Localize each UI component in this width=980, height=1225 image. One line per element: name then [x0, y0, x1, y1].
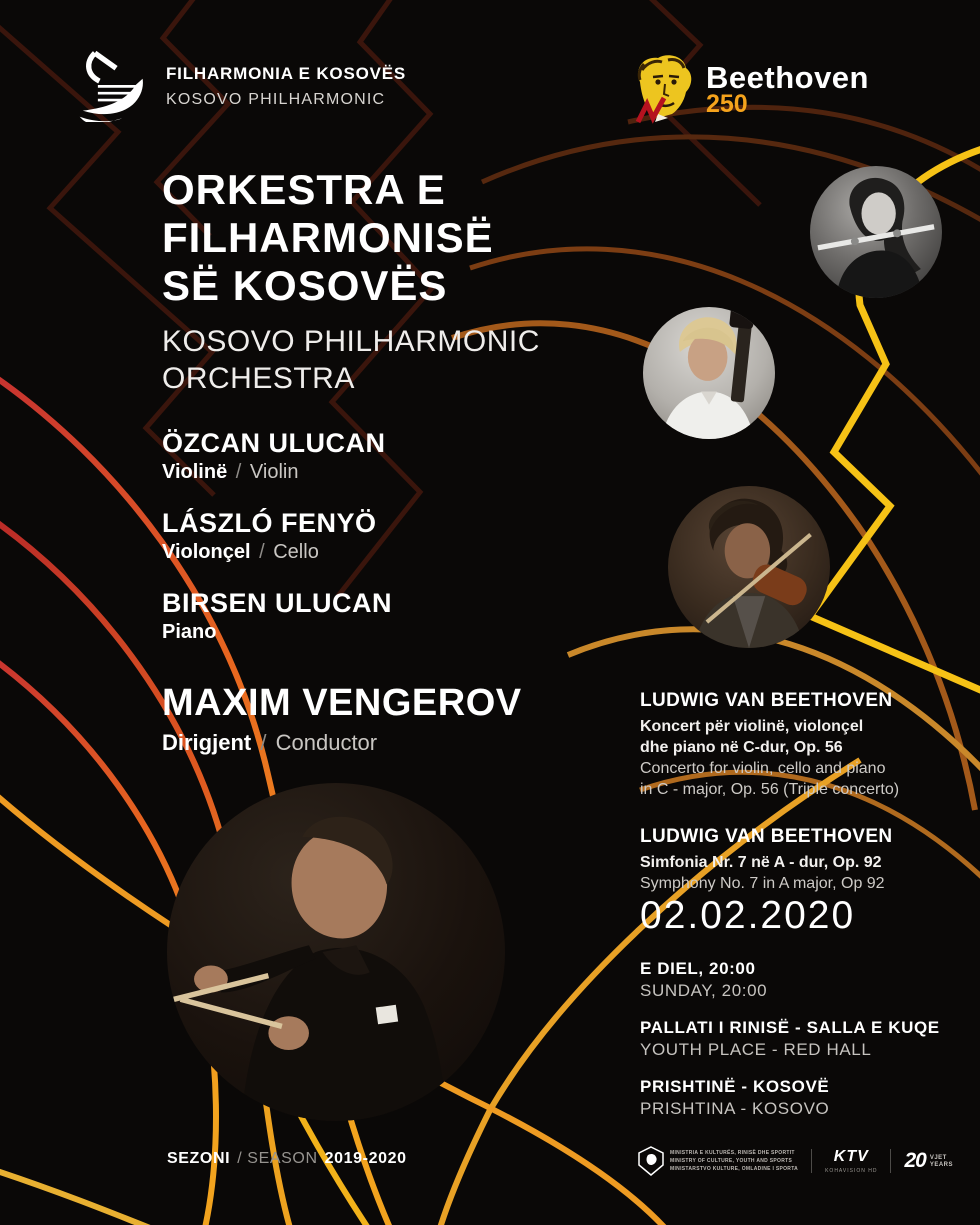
subtitle-line-1: KOSOVO PHILHARMONIC — [162, 325, 540, 358]
brand-name-en: KOSOVO PHILHARMONIC — [166, 90, 386, 108]
event-city — [640, 1076, 975, 1120]
season-sq: SEZONI — [167, 1150, 231, 1167]
anniversary-sq: VJET — [929, 1154, 947, 1161]
event-venue-sq: PALLATI I RINISË - SALLA E KUQE — [640, 1018, 940, 1037]
work-title-en: Concerto for violin, cello and piano — [640, 760, 886, 777]
composer-name: LUDWIG VAN BEETHOVEN — [640, 826, 893, 847]
performers-list — [162, 428, 522, 755]
ministry-logo — [638, 1146, 798, 1176]
program-item-symphony-7 — [640, 826, 975, 894]
performer-role-sq: Violonçel — [162, 541, 251, 563]
program-item-triple-concerto — [640, 690, 975, 800]
conductor-role-sq: Dirigjent — [162, 730, 252, 755]
event-city-en: PRISHTINA - KOSOVO — [640, 1099, 830, 1118]
photo-laszlo-fenyo — [643, 307, 775, 439]
season-sep: / SEASON — [237, 1150, 318, 1167]
performer-role-en: Violin — [249, 461, 299, 483]
performer-pianist — [162, 588, 522, 645]
beethoven-portrait-icon — [628, 52, 698, 126]
performer-name: BIRSEN ULUCAN — [162, 588, 393, 618]
sponsor-logos — [638, 1140, 953, 1182]
ktv-wordmark: KTV — [833, 1148, 869, 1165]
photo-birsen-ulucan — [810, 166, 942, 298]
sponsor-divider — [890, 1149, 891, 1173]
performer-violinist — [162, 428, 522, 485]
event-info — [640, 894, 975, 1135]
title-line-1: ORKESTRA E — [162, 166, 446, 213]
title-line-3: SË KOSOVËS — [162, 262, 448, 309]
performer-role-en: Cello — [273, 541, 319, 563]
beethoven-250-word: Beethoven — [706, 60, 869, 95]
season-years: 2019-2020 — [324, 1150, 407, 1167]
photo-maxim-vengerov — [167, 783, 505, 1121]
work-title-sq: Simfonia Nr. 7 në A - dur, Op. 92 — [640, 854, 882, 871]
work-title-en: in C - major, Op. 56 (Triple concerto) — [640, 781, 900, 798]
work-title-sq: Koncert për violinë, violonçel — [640, 718, 864, 735]
subtitle-line-2: ORCHESTRA — [162, 362, 355, 395]
sponsor-divider — [811, 1149, 812, 1173]
performer-cellist — [162, 508, 522, 565]
performer-role-sq: Violinë — [162, 461, 228, 483]
kosovo-philharmonic-logo-icon — [72, 50, 148, 122]
beethoven-250-number: 250 — [706, 90, 748, 118]
event-day-sq: E DIEL, 20:00 — [640, 959, 756, 978]
event-venue — [640, 1017, 975, 1061]
ktv-logo — [825, 1148, 877, 1174]
ministry-line-en: MINISTRY OF CULTURE, YOUTH AND SPORTS — [670, 1158, 793, 1164]
work-title-sq: dhe piano në C-dur, Op. 56 — [640, 739, 843, 756]
event-day-en: SUNDAY, 20:00 — [640, 981, 768, 1000]
anniversary-en: YEARS — [929, 1161, 953, 1168]
event-city-sq: PRISHTINË - KOSOVË — [640, 1077, 830, 1096]
ministry-line-sr: MINISTARSTVO KULTURE, OMLADINE I SPORTA — [670, 1166, 799, 1172]
role-separator: / — [235, 461, 242, 483]
performer-role-sq: Piano — [162, 621, 217, 643]
conductor-block — [162, 682, 522, 755]
event-date: 02.02.2020 — [640, 894, 856, 937]
performer-name: LÁSZLÓ FENYÖ — [162, 508, 377, 538]
role-separator: / — [259, 541, 265, 563]
role-separator: / — [260, 730, 267, 755]
beethoven-250-logo — [628, 52, 869, 126]
ministry-line-sq: MINISTRIA E KULTURËS, RINISË DHE SPORTIT — [670, 1150, 795, 1156]
conductor-name: MAXIM VENGEROV — [162, 682, 522, 724]
program-list — [640, 690, 975, 920]
event-time — [640, 958, 975, 1002]
season-label — [167, 1150, 407, 1168]
composer-name: LUDWIG VAN BEETHOVEN — [640, 690, 893, 711]
photo-ozcan-ulucan — [668, 486, 830, 648]
anniversary-number: 20 — [904, 1149, 926, 1172]
title-line-2: FILHARMONISË — [162, 214, 494, 261]
brand-name-sq: FILHARMONIA E KOSOVËS — [166, 63, 407, 83]
event-venue-en: YOUTH PLACE - RED HALL — [640, 1040, 872, 1059]
anniversary-logo — [904, 1149, 953, 1173]
brand-header — [72, 50, 406, 122]
conductor-role-en: Conductor — [275, 730, 378, 755]
ktv-subtext: KOHAVISION HD — [825, 1168, 878, 1174]
performer-name: ÖZCAN ULUCAN — [162, 428, 386, 458]
work-title-en: Symphony No. 7 in A major, Op 92 — [640, 875, 885, 892]
ministry-shield-icon — [638, 1146, 664, 1176]
page-title — [162, 166, 540, 397]
